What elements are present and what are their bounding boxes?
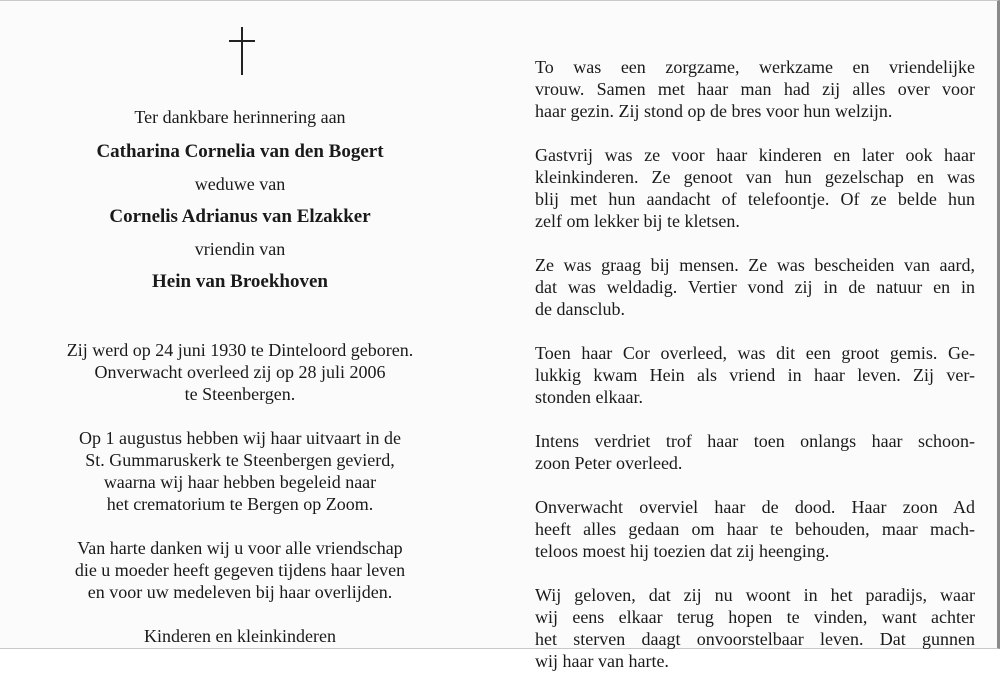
text-line: To was een zorgzame, werkzame en vriendelijke <box>535 57 975 77</box>
intro-text: Ter dankbare herinnering aan <box>134 107 346 127</box>
friend-name: Hein van Broekhoven <box>152 271 328 292</box>
text-line: het sterven daagt onvoorstelbaar leven. Dat gunnen <box>535 629 975 649</box>
text-line: Van harte danken wij u voor alle vriendschap <box>77 538 403 558</box>
text-line: de dansclub. <box>535 299 625 319</box>
signature: Kinderen en kleinkinderen <box>144 626 336 646</box>
right-panel <box>535 56 975 694</box>
text-line: St. Gummaruskerk te Steenbergen gevierd, <box>85 450 395 470</box>
text-line: Onverwacht overviel haar de dood. Haar zoon Ad <box>535 497 975 517</box>
text-line: heeft alles gedaan om haar te behouden, maar mach- <box>535 519 975 539</box>
text-line: die u moeder heeft gegeven tijdens haar leven <box>74 560 406 580</box>
relation-widow: weduwe van <box>194 174 286 194</box>
text-line: blij met hun aandacht of telefoontje. Of ze belde hun <box>535 189 975 209</box>
text-line: Ze was graag bij mensen. Ze was bescheiden van aard, <box>535 255 975 275</box>
text-line: te Steenbergen. <box>184 384 296 404</box>
text-line: stonden elkaar. <box>535 387 643 407</box>
text-line: en voor uw medeleven bij haar overlijden. <box>87 582 393 602</box>
spouse-name: Cornelis Adrianus van Elzakker <box>109 206 371 227</box>
deceased-name: Catharina Cornelia van den Bogert <box>96 141 384 162</box>
paragraph-3 <box>535 254 975 320</box>
text-line: vrouw. Samen met haar man had zij alles over voor <box>535 79 975 99</box>
thanks-paragraph <box>40 537 440 603</box>
left-panel <box>40 106 440 647</box>
text-line: dat was weldadig. Vertier vond zij in de natuur en in <box>535 277 975 297</box>
text-line: Op 1 augustus hebben wij haar uitvaart in de <box>79 428 401 448</box>
relation-friend: vriendin van <box>194 239 286 259</box>
text-line: Onverwacht overleed zij op 28 juli 2006 <box>94 362 386 382</box>
text-line: wij eens elkaar terug hopen te vinden, want achter <box>535 607 975 627</box>
paragraph-2 <box>535 144 975 232</box>
text-line: Gastvrij was ze voor haar kinderen en later ook haar <box>535 145 975 165</box>
text-line: Wij geloven, dat zij nu woont in het paradijs, waar <box>535 585 975 605</box>
funeral-paragraph <box>40 427 440 515</box>
text-line: kleinkinderen. Ze genoot van hun gezelschap en was <box>535 167 975 187</box>
text-line: zelf om lekker bij te kletsen. <box>535 211 740 231</box>
paragraph-4 <box>535 342 975 408</box>
paragraph-7 <box>535 584 975 672</box>
paragraph-1 <box>535 56 975 122</box>
text-line: lukkig kwam Hein als vriend in haar leven. Zij ver- <box>535 365 975 385</box>
text-line: haar gezin. Zij stond op de bres voor hun welzijn. <box>535 101 893 121</box>
paragraph-6 <box>535 496 975 562</box>
paragraph-5 <box>535 430 975 474</box>
birth-death-paragraph <box>40 339 440 405</box>
text-line: Zij werd op 24 juni 1930 te Dinteloord geboren. <box>66 340 414 360</box>
text-line: teloos moest hij toezien dat zij heenging. <box>535 541 830 561</box>
text-line: Toen haar Cor overleed, was dit een groot gemis. Ge- <box>535 343 975 363</box>
text-line: het crematorium te Bergen op Zoom. <box>106 494 374 514</box>
cross-icon <box>229 27 255 75</box>
text-line: wij haar van harte. <box>535 651 669 671</box>
text-line: Intens verdriet trof haar toen onlangs haar schoon- <box>535 431 975 451</box>
text-line: zoon Peter overleed. <box>535 453 683 473</box>
text-line: waarna wij haar hebben begeleid naar <box>103 472 377 492</box>
